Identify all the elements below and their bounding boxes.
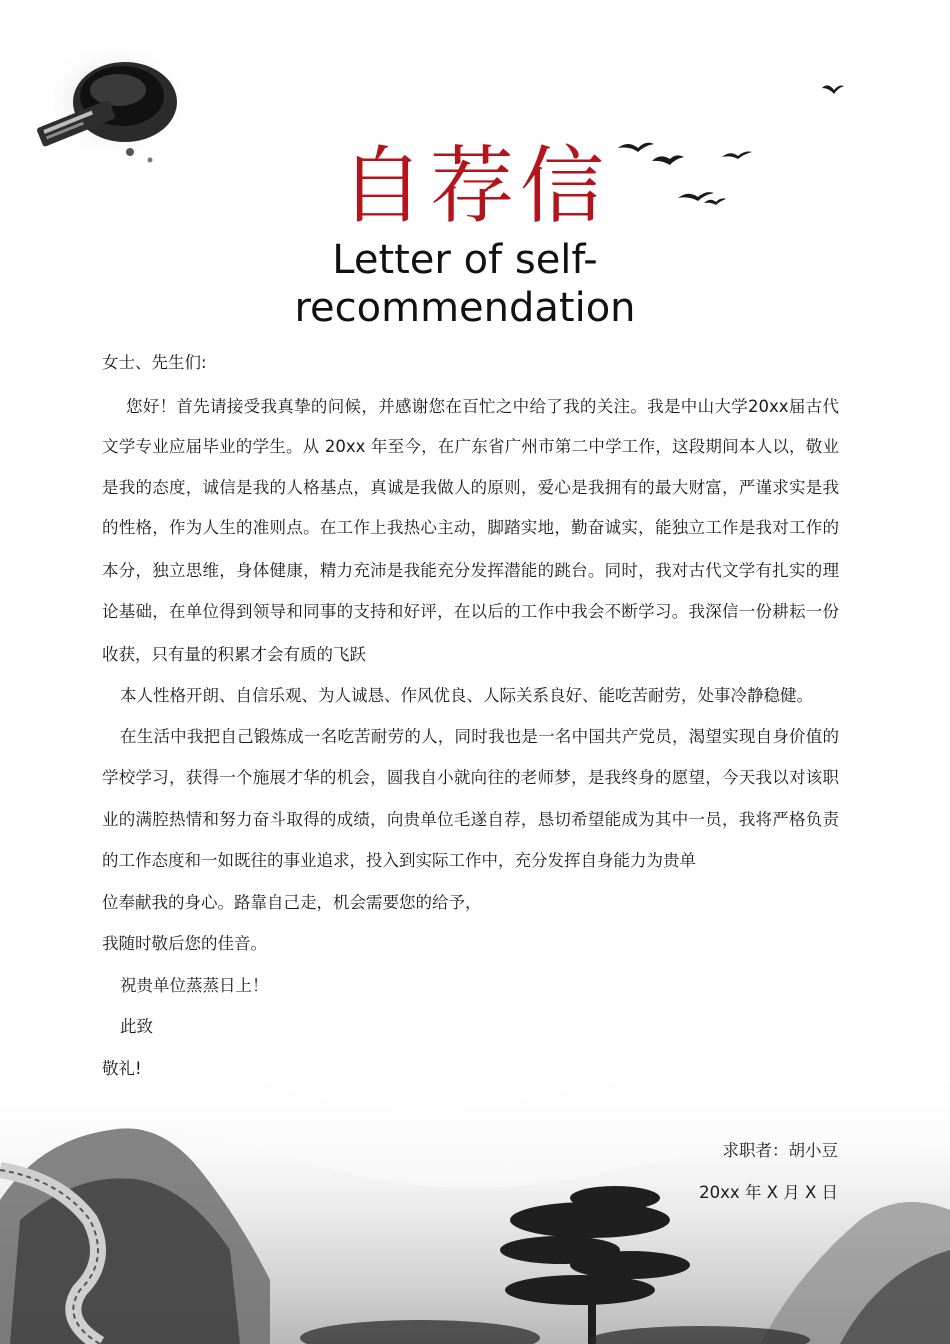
paragraph-line: 本人性格开朗、自信乐观、为人诚恳、作风优良、人际关系良好、能吃苦耐劳，处事冷静稳健。	[120, 686, 813, 705]
paragraph-line: 本分，独立思维，身体健康，精力充沛是我能充分发挥潜能的跳台。同时，我对古代文学有扎实的理	[102, 561, 839, 580]
paragraph-line: 位奉献我的身心。路靠自己走，机会需要您的给予，	[102, 893, 482, 912]
page-title-english: Letter of self-recommendation	[294, 237, 636, 331]
paragraph-line: 文学专业应届毕业的学生。从 20xx 年至今，在广东省广州市第二中学工作，这段期间本人以，敬业	[102, 437, 839, 456]
paragraph-line: 在生活中我把自己锻炼成一名吃苦耐劳的人，同时我也是一名中国共产党员，渴望实现自身价值的	[120, 727, 839, 746]
paragraph-line: 您好！首先请接受我真挚的问候，并感谢您在百忙之中给了我的关注。我是中山大学20xx届古代	[126, 397, 839, 416]
closing-line: 敬礼!	[102, 1059, 142, 1078]
signature: 求职者：胡小豆	[722, 1141, 838, 1160]
paragraph-line: 学校学习，获得一个施展才华的机会，圆我自小就向往的老师梦，是我终身的愿望，今天我以对该职	[102, 768, 839, 787]
paragraph-line: 业的满腔热情和努力奋斗取得的成绩，向贵单位毛遂自荐，恳切希望能成为其中一员，我将严格负责	[102, 810, 839, 829]
closing-line: 此致	[120, 1017, 153, 1036]
salutation: 女士、先生们:	[102, 353, 207, 372]
paragraph-line: 的性格，作为人生的准则点。在工作上我热心主动，脚踏实地，勤奋诚实，能独立工作是我对工作的	[102, 518, 839, 537]
wish-line: 祝贵单位蒸蒸日上！	[120, 976, 269, 995]
paragraph-line: 论基础，在单位得到领导和同事的支持和好评，在以后的工作中我会不断学习。我深信一份耕耘一份	[102, 602, 839, 621]
paragraph-line: 的工作态度和一如既往的事业追求，投入到实际工作中，充分发挥自身能力为贵单	[102, 851, 696, 870]
paragraph-line: 是我的态度，诚信是我的人格基点，真诚是我做人的原则，爱心是我拥有的最大财富，严谨求实是我	[102, 478, 839, 497]
page-title-chinese: 自荐信	[339, 137, 610, 235]
paragraph-line: 我随时敬后您的佳音。	[102, 934, 267, 953]
letter-date: 20xx 年 X 月 X 日	[699, 1183, 838, 1202]
paragraph-line: 收获，只有量的积累才会有质的飞跃	[102, 645, 366, 664]
